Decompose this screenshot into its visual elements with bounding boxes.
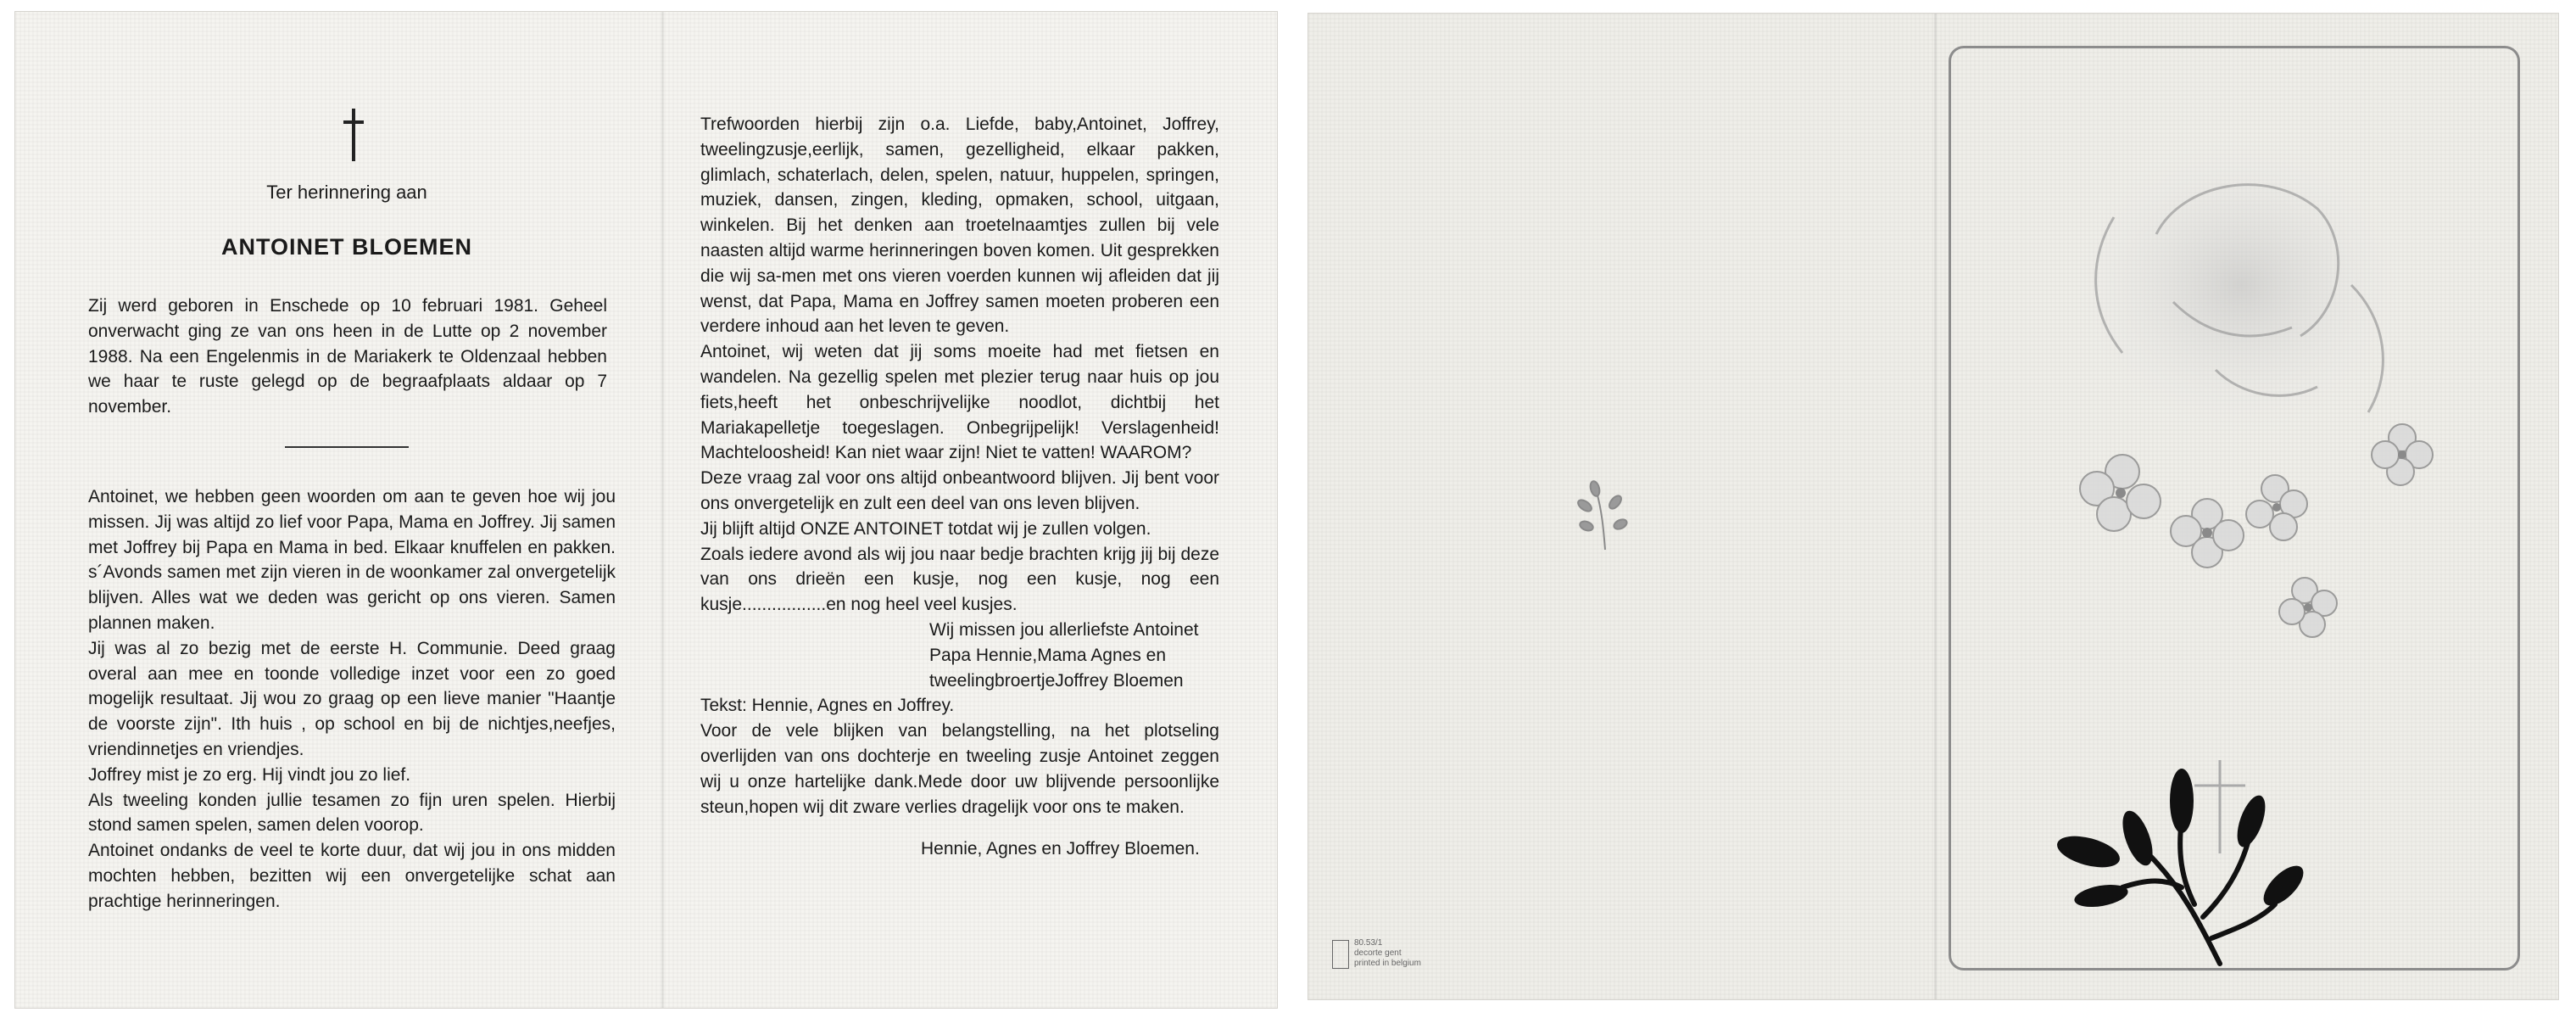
- left-text-block: [88, 484, 616, 915]
- cross-icon: [342, 107, 365, 163]
- imprint-line: 80.53/1: [1354, 938, 1383, 948]
- black-branch-illustration: [2055, 760, 2317, 972]
- left-paragraph: Antoinet, we hebben geen woorden om aan te geven hoe wij jou missen. Jij was altijd zo lief voor Papa, Mama en Joffrey. Jij samen met Joffrey bij Papa en Mama in bed. Elkaar knuffelen en pakken. s´Avonds samen met zijn vieren in de woonkamer zal onvergetelijk blijven. Alles wat we deden was gericht op ons vieren. Samen plannen maken.: [88, 487, 616, 633]
- right-paragraph: Deze vraag zal voor ons altijd onbeantwoord blijven. Jij bent voor ons onvergetelijk en zult een deel van ons leven blijven.: [700, 468, 1219, 513]
- signature: Hennie, Agnes en Joffrey Bloemen.: [921, 839, 1200, 859]
- deceased-name: ANTOINET BLOEMEN: [220, 234, 472, 260]
- left-paragraph: Als tweeling konden jullie tesamen zo fijn uren spelen. Hierbij stond samen spelen, samen delen voorop.: [88, 790, 616, 836]
- card-outside-spread: [1308, 14, 2558, 999]
- closing-line: tweelingbroertjeJoffrey Bloemen: [929, 670, 1184, 691]
- sprig-ornament-icon: [1571, 477, 1636, 553]
- thanks-paragraph: Voor de vele blijken van belangstelling, na het plotseling overlijden van ons dochterje en tweeling zusje Antoinet zeggen wij u onze hartelijke dank.Mede door uw blijvende persoonlijke steun,hopen wij dit zware verlies dragelijk voor ons te maken.: [700, 721, 1219, 817]
- right-paragraph: Antoinet, wij weten dat jij soms moeite had met fietsen en wandelen. Na gezellig spelen met plezier terug naar huis op jou fiets,heeft het onbeschrijvelijke noodlot, dichtbij het Mariakapelletje toegeslagen. Onbegrijpelijk! Verslagenheid! Machteloosheid! Kan niet waar zijn! Niet te vatten! WAAROM?: [700, 342, 1219, 463]
- right-paragraph: Trefwoorden hierbij zijn o.a. Liefde, baby,Antoinet, Joffrey, tweelingzusje,eerlijk, samen, gezelligheid, elkaar pakken, glimlach, schaterlach, delen, spelen, natuur, huppelen, springen, muziek, dansen, zingen, kleding, opmaken, school, uitgaan, winkelen. Bij het denken aan troetelnaamtjes zullen bij vele naasten altijd warme herinneringen boven komen. Uit gesprekken die wij sa-men met ons vieren voerden kunnen wij afleiden dat jij wenst, dat Papa, Mama en Joffrey samen moeten proberen een verdere inhoud aan het leven te geven.: [700, 115, 1219, 337]
- right-paragraph: Zoals iedere avond als wij jou naar bedje brachten krijg jij bij deze van ons drieën een kusje, nog een kusje, nog een kusje.................en nog heel veel kusjes.: [700, 544, 1219, 615]
- printer-logo-icon: [1332, 940, 1349, 969]
- closing-line: Wij missen jou allerliefste Antoinet: [929, 619, 1199, 640]
- printer-imprint: [1332, 938, 1485, 989]
- right-paragraph: Jij blijft altijd ONZE ANTOINET totdat wij je zullen volgen.: [700, 518, 1151, 539]
- intro-text: Ter herinnering aan: [266, 182, 427, 203]
- card-inside-spread: [15, 12, 1277, 1008]
- bio-paragraph: Zij werd geboren in Enschede op 10 februari 1981. Geheel onverwacht ging ze van ons heen in de Lutte op 2 november 1988. Na een Engelenmis in de Mariakerk te Oldenzaal hebben we haar te ruste gelegd op de begraafplaats aldaar op 7 november.: [88, 296, 607, 417]
- left-paragraph: Jij was al zo bezig met de eerste H. Communie. Deed graag overal aan mee en toonde volledige inzet voor een zo goed mogelijk resultaat. Jij wou zo graag op een lieve manier "Haantje de voorste zijn". Ith huis , op school en bij de nichtjes,neefjes, vriendinnetjes en vriendjes.: [88, 638, 616, 759]
- left-paragraph: Antoinet ondanks de veel te korte duur, dat wij jou in ons midden mochten hebben, bezitten wij een onvergetelijke schat aan prachtige herinneringen.: [88, 841, 616, 911]
- divider-line: [285, 446, 409, 448]
- bio-block: [88, 294, 607, 420]
- card-fold: [661, 12, 664, 1008]
- imprint-line: printed in belgium: [1354, 959, 1421, 968]
- angel-flowers-artwork: [1961, 115, 2504, 692]
- left-paragraph: Joffrey mist je zo erg. Hij vindt jou zo lief.: [88, 764, 411, 785]
- card-fold: [1934, 14, 1937, 999]
- text-credit: Tekst: Hennie, Agnes en Joffrey.: [700, 696, 955, 716]
- imprint-line: decorte gent: [1354, 948, 1402, 958]
- closing-line: Papa Hennie,Mama Agnes en: [929, 645, 1167, 665]
- closing-lines: [929, 618, 1219, 693]
- imprint-text: [1354, 938, 1421, 969]
- right-text-block: [700, 112, 1219, 862]
